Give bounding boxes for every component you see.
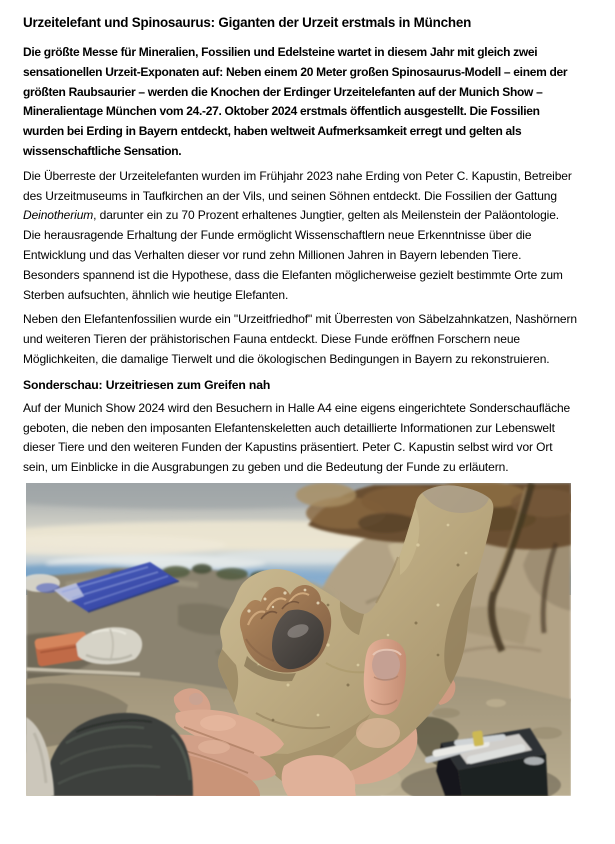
excavation-photo <box>26 483 571 796</box>
show-paragraph: Auf der Munich Show 2024 wird den Besuchern in Halle A4 eine eigens eingerichtete Sonderschaufläche geboten, die neben den imposanten Elefantenskeletten auch detaillierte Informationen zur Lebenswelt dieser Tiere und den weiteren Funden der Kapustins präsentiert. Peter C. Kapustin selbst wird vor Ort sein, um Einblicke in die Ausgrabungen zu geben und die Bedeutung der Funde zu erläutern. <box>23 400 571 475</box>
discovery-paragraph <box>23 167 579 306</box>
photo-canvas <box>26 483 571 796</box>
lead-paragraph: Die größte Messe für Mineralien, Fossilien und Edelsteine wartet in diesem Jahr mit gleich zwei sensationellen Urzeit-Exponaten auf: Neben einem 20 Meter großen Spinosaurus-Modell – einem der größten Raubsaurier – werden die Knochen der Erdinger Urzeitelefanten auf der Munich Show – Mineralientage München vom 24.-27. Oktober 2024 erstmals öffentlich ausgestellt. Die Fossilien wurden bei Erding in Bayern entdeckt, haben weltweit Aufmerksamkeit erregt und gelten als wissenschaftliche Sensation. <box>23 45 568 158</box>
discovery-text-after: , darunter ein zu 70 Prozent erhaltenes Jungtier, gelten als Meilenstein der Paläontologie. Die herausragende Erhaltung der Funde ermöglicht Wissenschaftlern neue Erkenntnisse über die Entwicklung und das Verhalten dieser vor rund zehn Millionen Jahren in Bayern lebenden Tiere. Besonders spannend ist die Hypothese, dass die Elefanten möglicherweise gezielt bestimmte Orte zum Sterben aufsuchten, ähnlich wie heutige Elefanten. <box>23 208 563 302</box>
discovery-text-before: Die Überreste der Urzeitelefanten wurden im Frühjahr 2023 nahe Erding von Peter C. Kapustin, Betreiber des Urzeitmuseums in Taufkirchen an der Vils, und seinen Söhnen entdeckt. Die Fossilien der Gattung <box>23 168 572 203</box>
article-title: Urzeitelefant und Spinosaurus: Giganten der Urzeit erstmals in München <box>23 15 472 30</box>
graveyard-paragraph: Neben den Elefantenfossilien wurde ein "Urzeitfriedhof" mit Überresten von Säbelzahnkatzen, Nashörnern und weiteren Tieren der prähistorischen Fauna entdeckt. Diese Funde eröffnen Forschern neue Möglichkeiten, die damalige Tierwelt und die ökologischen Bedingungen in Bayern zu rekonstruieren. <box>23 312 577 366</box>
section-heading: Sonderschau: Urzeitriesen zum Greifen nah <box>23 377 271 392</box>
species-name: Deinotherium <box>23 208 94 223</box>
